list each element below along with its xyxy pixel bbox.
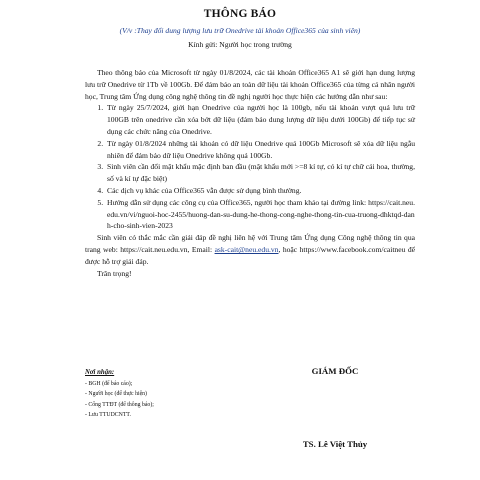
instruction-list <box>85 102 415 232</box>
support-email-link[interactable]: ask-cait@neu.edu.vn <box>214 244 279 254</box>
distribution-list <box>85 368 235 421</box>
intro-paragraph: Theo thông báo của Microsoft từ ngày 01/8/2024, các tài khoản Office365 A1 sẽ giới hạn dung lượng lưu trữ Onedrive từ 1Tb về 100Gb. Để đảm bảo an toàn dữ liệu tài khoản Office365 của từng cá nhân người học, Trung tâm Ứng dụng công nghệ thông tin đề nghị người học thực hiện các hướng dẫn như sau: <box>85 68 415 101</box>
distribution-heading: Nơi nhận: <box>85 369 115 376</box>
contact-suffix: , hoặc https://www.facebook.com/caitneu để được hỗ trợ giải đáp. <box>85 244 416 266</box>
distribution-line: - Lưu TTUDCNTT. <box>85 412 131 418</box>
instruction-item-3: 3. Sinh viên cần đổi mật khẩu mặc định ban đầu (mật khẩu mới >=8 kí tự, có kí tự chữ cái hoa, thường, số và kí tự đặc biệt) <box>105 161 415 185</box>
guide-link[interactable]: https://cait.neu.edu.vn/vi/nguoi-hoc-2455/huong-dan-su-dung-he-thong-cong-nghe-thong-tin-cua-truong-dhktqd-danh-cho-sinh-vien-2023 <box>107 197 415 231</box>
instruction-item-2: 2. Từ ngày 01/8/2024 những tài khoản có dữ liệu Onedrive quá 100Gb Microsoft sẽ xóa dữ liệu ngẫu nhiên để đảm bảo dữ liệu Onedrive không quá 100Gb. <box>105 138 415 162</box>
instruction-item-1: 1. Từ ngày 25/7/2024, giới hạn Onedrive của người học là 100gb, nếu tài khoản vượt quá lưu trữ 100GB trên onedrive cần xóa bớt dữ liệu (đảm bảo dung lượng dữ liệu dưới 100Gb) để tiếp tục sử dụng các chức năng của Onedrive. <box>105 102 415 137</box>
signer-position: GIÁM ĐỐC <box>311 366 359 376</box>
distribution-line: - Người học (để thực hiện) <box>85 391 147 397</box>
contact-prefix: Sinh viên có thắc mắc cần giải đáp đề nghị liên hệ với Trung tâm Ứng dụng Công nghệ thông tin qua trang web: https://cait.neu.edu.vn, Email: <box>85 233 415 254</box>
distribution-line: - Cổng TTĐT (để thông báo); <box>85 401 154 408</box>
closing-thanks: Trân trọng! <box>97 268 132 278</box>
signer-name: TS. Lê Việt Thủy <box>302 439 368 449</box>
document-subject: (V/v :Thay đổi dung lượng lưu trữ Onedrive tài khoản Office365 của sinh viên) <box>119 26 361 35</box>
document-title: THÔNG BÁO <box>203 8 277 20</box>
contact-paragraph <box>85 232 415 267</box>
distribution-line: - BGH (để báo cáo); <box>85 380 133 387</box>
instruction-item-5-text: Hướng dẫn sử dụng các công cụ của Office365, người học tham khảo tại đường link: <box>107 197 367 207</box>
document-body <box>85 67 415 279</box>
recipient-line: Kính gửi: Người học trong trường <box>188 40 292 49</box>
instruction-item-5 <box>105 197 415 232</box>
instruction-item-4: 4. Các dịch vụ khác của Office365 vẫn được sử dụng bình thường. <box>105 185 415 197</box>
